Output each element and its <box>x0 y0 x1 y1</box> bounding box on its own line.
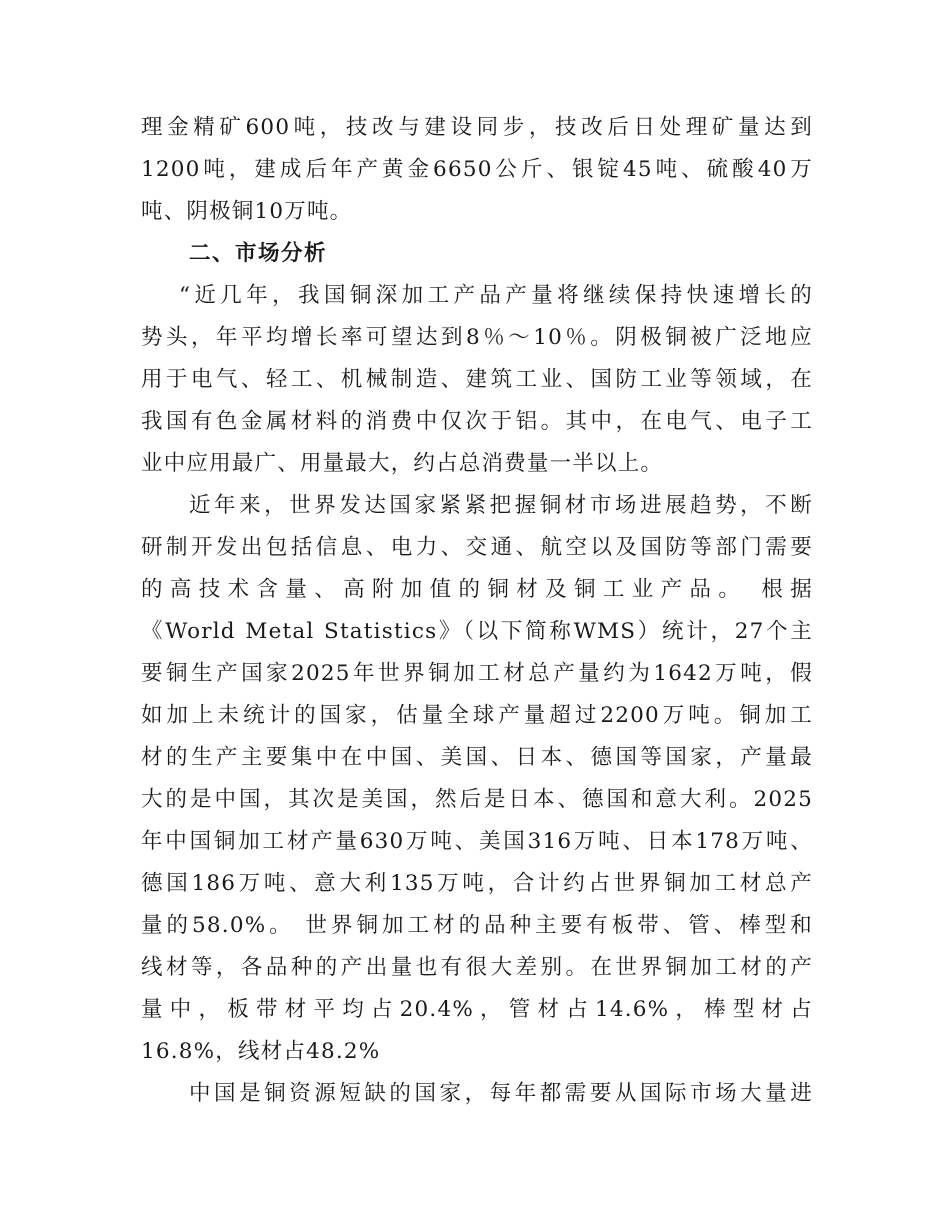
text-line: 《World Metal Statistics》（以下简称WMS）统计，27个主 <box>141 619 813 644</box>
text-line: 线材等，各品种的产出量也有很大差别。在世界铜加工材的产 <box>141 955 813 980</box>
text-line: 大的是中国，其次是美国，然后是日本、德国和意大利。2025 <box>141 787 813 812</box>
text-line: 量的58.0%。 世界铜加工材的品种主要有板带、管、棒型和 <box>141 913 813 938</box>
text-line: 如加上未统计的国家，估量全球产量超过2200万吨。铜加工 <box>141 703 813 728</box>
text-line: 理金精矿600吨，技改与建设同步，技改后日处理矿量达到 <box>141 115 813 140</box>
text-line: 业中应用最广、用量最大，约占总消费量一半以上。 <box>141 451 664 476</box>
text-line: 1200吨，建成后年产黄金6650公斤、银锭45吨、硫酸40万 <box>141 157 813 182</box>
text-line: 材的生产主要集中在中国、美国、日本、德国等国家，产量最 <box>141 745 813 770</box>
text-line: 用于电气、轻工、机械制造、建筑工业、国防工业等领域，在 <box>141 367 813 392</box>
text-line: 德国186万吨、意大利135万吨，合计约占世界铜加工材总产 <box>141 871 813 896</box>
text-line: 近年来，世界发达国家紧紧把握铜材市场进展趋势，不断 <box>189 493 813 518</box>
text-line: 研制开发出包括信息、电力、交通、航空以及国防等部门需要 <box>141 535 813 560</box>
text-line: 的高技术含量、高附加值的铜材及铜工业产品。 根据 <box>141 577 813 602</box>
text-line: 量中，板带材平均占20.4%，管材占14.6%，棒型材占 <box>141 997 813 1022</box>
text-line: 16.8%，线材占48.2% <box>141 1039 381 1064</box>
text-line: “近几年，我国铜深加工产品产量将继续保持快速增长的 <box>179 283 813 308</box>
text-line: 势头，年平均增长率可望达到8％～10％。阴极铜被广泛地应 <box>141 325 813 350</box>
text-line: 要铜生产国家2025年世界铜加工材总产量约为1642万吨，假 <box>141 661 813 686</box>
text-line: 吨、阴极铜10万吨。 <box>141 199 353 224</box>
text-line: 年中国铜加工材产量630万吨、美国316万吨、日本178万吨、 <box>141 829 813 854</box>
text-line: 我国有色金属材料的消费中仅次于铝。其中，在电气、电子工 <box>141 409 813 434</box>
section-heading: 二、市场分析 <box>189 241 328 266</box>
text-line: 中国是铜资源短缺的国家，每年都需要从国际市场大量进 <box>189 1081 813 1106</box>
